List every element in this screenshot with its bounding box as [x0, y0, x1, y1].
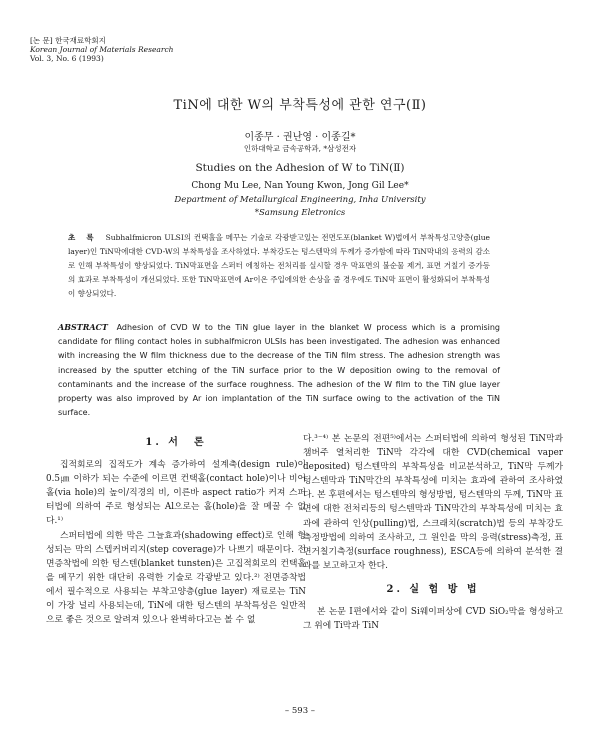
affiliation-en-2: *Samsung Eletronics — [254, 208, 346, 218]
abstract-en — [58, 320, 500, 420]
abstract-en-label: ABSTRACT — [58, 322, 108, 332]
authors-kr: 이종무 · 권난영 · 이종길* — [244, 132, 356, 143]
journal-header — [30, 36, 173, 63]
section-1-paragraph-2: 스퍼터법에 의한 막은 그늘효과(shadowing effect)로 인해 형성되는 막의 스텝커버리지(step coverage)가 나쁘기 때문이다. 전면증착법에 의한 텅스텐(blanket tunsten)은 고집적회로의 컨택홀을 메꾸기 위한 대단히 유력한 기술로 각광받고 있다.²⁾ 전면증착법에서 필수적으로 사용되는 부착고양층(glue layer) 재료로는 TiN이 가장 널리 사용되는데, TiN에 대한 텅스텐의 부착특성은 일반적으로 좋은 것으로 알려져 있으나 완벽하다고는 볼 수 없 — [46, 530, 306, 626]
section-2-heading: 2. 실 험 방 법 — [386, 583, 480, 595]
affiliation-kr: 인하대학교 금속공학과, *삼성전자 — [243, 144, 357, 153]
journal-volume: Vol. 3, No. 6 (1993) — [30, 54, 104, 63]
right-column — [303, 432, 563, 633]
page-number: – 593 – — [284, 706, 316, 716]
journal-name-en: Korean Journal of Materials Research — [30, 45, 174, 54]
section-1-paragraph-1: 집적회로의 집적도가 계속 증가하여 설계축(design rule)이 0.5㎛ 이하가 되는 수준에 이르면 컨택홀(contact hole)이나 비어홀(via hole)의 높이/직경의 비, 이른바 aspect ratio가 커져 스퍼터법에 의하여 주로 형성되는 Al으로는 홀(hole)을 잘 메꿀 수 없다.¹⁾ — [46, 460, 306, 527]
abstract-kr — [68, 231, 490, 301]
section-1-heading: 1. 서 론 — [145, 437, 207, 448]
paper-title-en: Studies on the Adhesion of W to TiN(Ⅱ) — [195, 162, 405, 174]
journal-name-kr: [논 문] 한국재료학회지 — [30, 36, 106, 45]
authors-en: Chong Mu Lee, Nan Young Kwon, Jong Gil Lee* — [191, 181, 409, 191]
abstract-kr-label: 초 록 — [68, 233, 98, 242]
paper-title-kr: TiN에 대한 W의 부착특성에 관한 연구(Ⅱ) — [173, 98, 427, 113]
left-column — [46, 432, 306, 627]
abstract-en-text: Adhesion of CVD W to the TiN glue layer in the blanket W process which is a promising candidate for filing contact holes in subhalfmicron ULSIs has been investigated. The adhesion was enhanced with increasing the W film thickness due to the decrease of the TiN film stress. The adhesion strength was increased by the sputter etching of the TiN surface prior to the W deposition owing to the removal of contaminants and the increase of the surface roughness. The adhesion of the W film to the TiN glue layer property was also improved by Ar ion implantation of the TiN surface owing to the activation of the TiN surface. — [58, 323, 500, 418]
affiliation-en: Department of Metallurgical Engineering, Inha University — [174, 195, 426, 205]
section-1-paragraph-3: 다.³⁻⁴⁾ 본 논문의 전편⁵⁾에서는 스퍼터법에 의하여 형성된 TiN막과 챔버주 열처리한 TiN막 각각에 대한 CVD(chemical vaper deposited) 텅스텐막의 부착특성을 비교분석하고, TiN막 두께가 텅스텐막과 TiN막간의 부착특성에 미치는 효과에 관하여 조사하였다. 본 후편에서는 텅스텐막의 형성방법, 텅스텐막의 두께, TiN막 표면에 대한 전처리등의 텅스텐막과 TiN막간의 부착특성에 미치는 효과에 관하여 인상(pulling)법, 스크래치(scratch)법 등의 부착강도 측정방법에 의하여 조사하고, 그 원인을 막의 응력(stress)측정, 표면거칠기측정(surface roughness), ESCA등에 의하여 분석한 결과를 보고하고자 한다. — [303, 434, 563, 571]
abstract-kr-text: Subhalfmicron ULSI의 컨택홀을 메꾸는 기술로 각광받고있는 전면도포(blanket W)법에서 부착특성고양층(glue layer)인 TiN막에대한 CVD-W의 부착특성을 조사하였다. 부착강도는 텅스텐막의 두께가 증가함에 따라 TiN막내의 응력의 감소로 인해 부착특성이 향상되었다. TiN막표면을 스퍼터 에칭하는 전처리를 실시할 경우 막표면의 불순물 제거, 표면 거칠기 증가등의 효과로 부착특성이 개선되었다. 또한 TiN막표면에 Ar이온 주입에의한 손상을 줄 경우에도 TiN막 표면이 활성화되어 부착특성이 향상되었다. — [68, 233, 490, 298]
section-2-paragraph-1: 본 논문 Ⅰ편에서와 같이 Si웨이퍼상에 CVD SiO₂막을 형성하고 그 위에 Ti막과 TiN — [303, 607, 563, 632]
